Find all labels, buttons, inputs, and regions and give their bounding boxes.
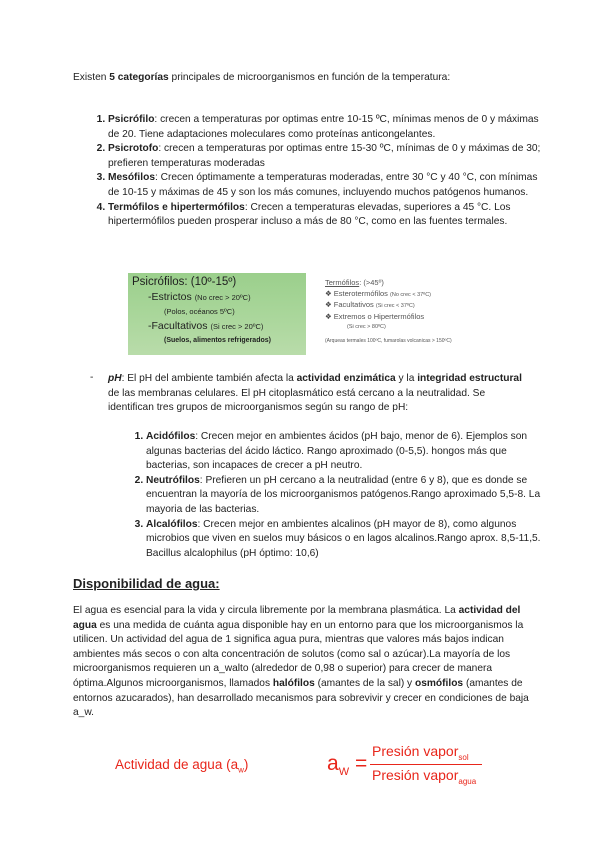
formula-numerator-sub: sol [458, 752, 469, 762]
termofilos-title-note: : (>45º) [359, 278, 384, 287]
category-text: : crecen a temperaturas por optimas entre 15-30 ºC, mínimas de 0 y máximas de 30; prefieren temperaturas moderadas [108, 143, 541, 169]
intro-paragraph [73, 71, 553, 85]
category-text: : Crecen a temperaturas elevadas, superiores a 45 °C. Los hipertermófilos pueden prosperar incluso a más de 80 °C, como en las fuentes termales. [108, 201, 511, 228]
formula-aw-sub: W [338, 766, 350, 779]
psicrofilos-title: Psicrófilos: (10º-15º) [132, 276, 237, 288]
ph-text: : El pH del ambiente también afecta la [121, 373, 297, 384]
temperature-category-list [88, 113, 550, 230]
category-term: Termófilos e hipertermófilos [108, 201, 245, 213]
list-item [146, 430, 546, 474]
formula-label-text: Actividad de agua (a [115, 757, 239, 772]
water-text: El agua es esencial para la vida y circula libremente por la membrana plasmática. La [73, 605, 459, 616]
estrictos-label: -Estrictos [148, 291, 192, 303]
ph-bullet-dash: - [90, 372, 94, 383]
facultativos-line [148, 320, 263, 332]
ph-text: de las membranas celulares. El pH citoplasmático está cercano a la neutralidad. Se identifican tres grupos de microorganismos según su rango de pH: [108, 387, 486, 414]
ph-group-term: Alcalófilos [146, 518, 198, 530]
formula-denominator-text: Presión vapor [372, 767, 459, 783]
termofilos-item-note: (Si crec < 37ºC) [375, 303, 415, 309]
water-text: es una medida de cuánta agua disponible hay en un entorno para que los microorganismos la utilicen. Un actividad del agua de 1 significa agua pura, mientras que valores más bajos indican ambientes más secos o con alta concentración de solutos (como sal o azúcar).La mayoría de los microorganismos requieren un a_walto (alrededor de 0,98 o superior) para crecer de manera óptima.Algunos microorganismos, llamados [73, 619, 524, 689]
termofilos-footnote: (Arqueas termales 100ºC, fumarolas volcanicas > 150ºC) [325, 337, 452, 344]
ph-group-text: : Prefieren un pH cercano a la neutralidad (entre 6 y 8), que es donde se encuentran la mayoría de los microorganismos patógenos.Rango aproximado 5,5-8. La mayoria de las bacterias. [146, 474, 541, 515]
termofilos-item [325, 289, 525, 301]
termofilos-item-note: (Si crec > 80ºC) [347, 324, 386, 330]
ph-paragraph [108, 372, 528, 416]
ph-group-term: Acidófilos [146, 431, 196, 442]
list-item [108, 142, 550, 171]
list-item [108, 201, 550, 230]
ph-group-list [126, 430, 546, 561]
list-item [146, 518, 546, 562]
ph-text: y la [395, 373, 418, 384]
diamond-bullet-icon: ❖ [325, 300, 332, 309]
formula-aw [327, 752, 349, 778]
category-text: : Crecen óptimamente a temperaturas moderadas, entre 30 °C y 40 °C, con mínimas de 10-15 y máximas de 45 y son los más comunes, incluyendo muchos patógenos humanos. [108, 172, 538, 198]
diamond-bullet-icon: ❖ [325, 311, 332, 321]
termofilos-item [325, 312, 525, 323]
water-text: (amantes de la sal) y [314, 677, 415, 689]
water-heading: Disponibilidad de agua: [73, 576, 220, 591]
category-text: : crecen a temperaturas por optimas entre 10-15 ºC, mínimas menos de 0 y máximas de 20. Tiene adaptaciones moleculares como proteínas anticongelantes. [108, 114, 539, 140]
formula-denominator-sub: agua [458, 776, 477, 786]
estrictos-note: (No crec > 20ºC) [194, 293, 251, 302]
termofilos-item-label: Facultativos [333, 300, 374, 309]
water-bold: osmófilos [414, 677, 464, 689]
category-term: Psicrotofo [108, 143, 159, 155]
formula-fraction-line [370, 764, 482, 765]
facultativos-note: (Si crec > 20ºC) [210, 322, 264, 331]
formula-numerator-text: Presión vapor [372, 743, 459, 759]
facultativos-label: -Facultativos [148, 320, 208, 332]
list-item [146, 474, 546, 518]
intro-bold: 5 categorías [109, 72, 169, 83]
water-activity-label [115, 757, 248, 775]
formula-aw-symbol: a [327, 752, 339, 775]
ph-term: pH [108, 373, 122, 384]
category-term: Psicrófilo [108, 114, 155, 125]
estrictos-line [148, 291, 251, 303]
termofilos-title [325, 278, 525, 289]
formula-equals: = [355, 752, 368, 775]
termofilos-figure [325, 278, 525, 346]
formula-label-sub: w [238, 765, 244, 775]
termofilos-item-label: Esterotermófilos [333, 288, 388, 298]
list-item [108, 113, 550, 142]
water-text: (amantes de entornos azucarados), han desarrollado mecanismos para sobrevivir y crecer en condiciones de baja a_w. [73, 677, 529, 719]
termofilos-item [325, 300, 525, 312]
category-term: Mesófilos [108, 172, 155, 184]
water-bold: halófilos [272, 677, 315, 689]
formula-label-close: ) [243, 757, 249, 772]
estrictos-example: (Polos, océanos 5ºC) [164, 307, 235, 316]
water-paragraph [73, 604, 533, 721]
ph-bold: actividad enzimática [296, 373, 396, 384]
psicrofilos-figure [128, 273, 306, 355]
ph-group-text: : Crecen mejor en ambientes alcalinos (pH mayor de 8), como algunos microbios que viven en suelos muy básicos o en lagos alcalinos.Rango aprox. 8,5-11,5. Bacillus alcalophilus (pH óptimo: 10,6) [146, 518, 541, 559]
formula-numerator [372, 743, 469, 762]
ph-bold: integridad estructural [417, 373, 522, 384]
ph-group-text: : Crecen mejor en ambientes ácidos (pH bajo, menor de 6). Ejemplos son algunas bacterias del ácido láctico. Rango aproximado (0-5,5). hongos más que bacterias, son incapaces de crecer a pH neutro. [146, 431, 528, 472]
facultativos-example: (Suelos, alimentos refrigerados) [164, 337, 271, 344]
termofilos-item-note: (No crec < 37ºC) [390, 291, 431, 298]
diamond-bullet-icon: ❖ [325, 288, 332, 298]
termofilos-title-text: Termófilos [325, 278, 360, 287]
intro-text-end: principales de microorganismos en función de la temperatura: [168, 72, 451, 83]
termofilos-item-label: Extremos o Hipertermófilos [333, 311, 425, 321]
formula-denominator [372, 767, 476, 786]
intro-text: Existen [73, 72, 110, 83]
list-item [108, 171, 550, 200]
ph-group-term: Neutrófilos [146, 474, 200, 486]
water-bold: actividad del agua [73, 605, 521, 631]
